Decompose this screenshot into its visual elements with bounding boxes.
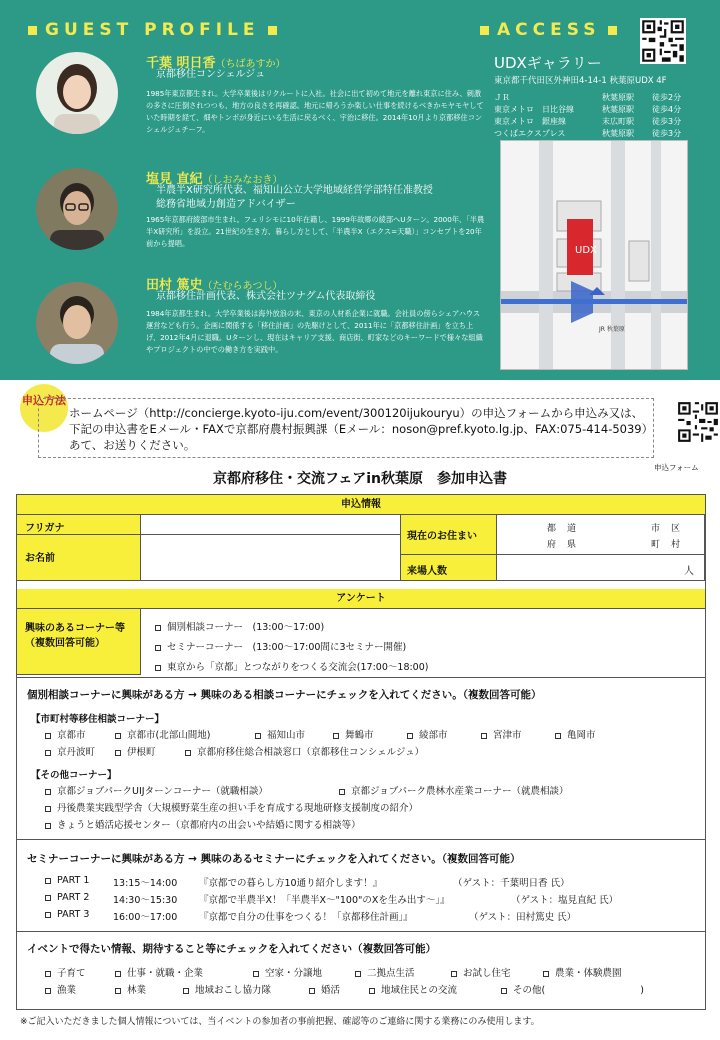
- interest-label: 興味のあるコーナー等（複数回答可能）: [17, 609, 141, 675]
- city-option[interactable]: 福知山市: [255, 727, 305, 741]
- corner-option[interactable]: セミナーコーナー (13:00～17:00間に3セミナー開催): [155, 639, 406, 653]
- guest-photo: [36, 282, 118, 364]
- consult-heading: 個別相談コーナーに興味がある方 → 興味のある相談コーナーにチェックを入れてください。（複数回答可能）: [27, 689, 542, 701]
- divider: [17, 677, 705, 678]
- info-option[interactable]: 二拠点生活: [355, 965, 415, 979]
- apply-qr-code[interactable]: [676, 400, 720, 444]
- furigana-input[interactable]: [141, 515, 401, 535]
- seminar-heading: セミナーコーナーに興味がある方 → 興味のあるセミナーにチェックを入れてください。（複数回答可能）: [27, 853, 521, 865]
- other-option[interactable]: きょうと婚活応援センター（京都府内の出会いや結婚に関する相談等）: [45, 817, 361, 831]
- info-heading: イベントで得たい情報、期待すること等にチェックを入れてください（複数回答可能）: [27, 943, 437, 955]
- city-option[interactable]: 京都府移住総合相談窓口（京都移住コンシェルジュ）: [185, 744, 424, 758]
- guest-role: 半農半X研究所代表、福知山公立大学地域経営学部特任准教授: [156, 185, 433, 196]
- guest-photo: [36, 52, 118, 134]
- city-option[interactable]: 舞鶴市: [333, 727, 374, 741]
- access-map: [500, 140, 688, 370]
- guest-name: 塩見 直紀（しおみなおき）: [146, 172, 283, 187]
- map-udx-label: UDX: [575, 245, 597, 256]
- info-option[interactable]: その他( ): [501, 982, 644, 996]
- transit-row: ＪＲ 秋葉原駅 徒歩2分: [494, 93, 682, 102]
- info-option[interactable]: 空家・分譲地: [253, 965, 322, 979]
- transit-row: 東京メトロ 日比谷線 秋葉原駅 徒歩4分: [494, 105, 682, 114]
- access-heading: ACCESS: [472, 20, 625, 40]
- guest-name: 田村 篤史（たむらあつし）: [146, 278, 283, 293]
- seminar-option[interactable]: PART 1 13:15～14:00 『京都での暮らし方10通り紹介します！』 （ゲスト：千葉明日香 氏）: [45, 875, 89, 886]
- apply-instructions: ホームページ（http://concierge.kyoto-iju.com/event/300120ijukouryu）の申込フォームから申込み又は、下記の申込書をEメール・FAXで京都府農村振興課（Eメール：noson@pref.kyoto.lg.jp、FAX:075-414-5039）あて、お送りください。: [38, 398, 654, 458]
- guest-card: [36, 168, 486, 272]
- application-form: [16, 494, 706, 1010]
- form-title: 京都府移住・交流フェアin秋葉原 参加申込書: [212, 471, 508, 487]
- privacy-notice: ※ご記入いただきました個人情報については、当イベントの参加者の事前把握、確認等のご連絡に関する業務にのみ使用します。: [20, 1017, 540, 1027]
- city-option[interactable]: 伊根町: [115, 744, 156, 758]
- transit-row: つくばエクスプレス 秋葉原駅 徒歩3分: [494, 129, 682, 138]
- info-option[interactable]: 仕事・就職・企業: [115, 965, 203, 979]
- info-option[interactable]: 林業: [115, 982, 146, 996]
- transit-row: 東京メトロ 銀座線 末広町駅 徒歩3分: [494, 117, 682, 126]
- other-option[interactable]: 京都ジョブパーク農林水産業コーナー（就農相談）: [339, 783, 569, 797]
- guest-card: [36, 274, 486, 378]
- city-option[interactable]: 亀岡市: [555, 727, 596, 741]
- city-option[interactable]: 宮津市: [481, 727, 522, 741]
- info-option[interactable]: 子育て: [45, 965, 86, 979]
- seminar-option[interactable]: PART 3 16:00～17:00 『京都で自分の仕事をつくる！「京都移住計画」』 （ゲスト：田村篤史 氏）: [45, 909, 89, 920]
- name-input[interactable]: [141, 535, 401, 581]
- guest-bio: 1984年京都生まれ。大学卒業後は海外放浪の末、東京の人材系企業に就職。会社員の傍らシェアハウス運営なども行う。企画に関係する「移住計画」の先駆けとして、2011年に「京都移住計画」を立ち上げ、2012年4月に退職。Uターンし、現在はキャリア支援、商店街、町家などのキーワードで様々な組織やプロジェクトの中での働き方を実践中。: [146, 309, 483, 354]
- furigana-label: フリガナ: [17, 515, 141, 535]
- seminar-option[interactable]: PART 2 14:30～15:30 『京都で半農半X！「半農半X～"100"のXを生み出す～」』 （ゲスト：塩見直紀 氏）: [45, 892, 675, 903]
- guest-bio: 1965年京都府綾部市生まれ。フェリシモに10年在籍し、1999年故郷の綾部へUターン。2000年、「半農半X研究所」を設立。21世紀の生き方、暮らし方として、「半農半X（エクス=天職）」コンセプトを20年前から提唱。: [146, 215, 485, 248]
- info-option[interactable]: お試し住宅: [451, 965, 511, 979]
- checkbox[interactable]: [155, 645, 161, 651]
- guest-photo: [36, 168, 118, 250]
- checkbox[interactable]: [155, 665, 161, 671]
- info-option[interactable]: 婚活: [309, 982, 340, 996]
- visitors-label: 来場人数: [401, 555, 497, 581]
- corner-option[interactable]: 東京から「京都」とつながりをつくる交流会(17:00～18:00): [155, 659, 428, 673]
- city-option[interactable]: 綾部市: [407, 727, 448, 741]
- address-input[interactable]: 都 道 府 県 市 区 町 村: [497, 515, 705, 555]
- info-option[interactable]: 地域住民との交流: [369, 982, 457, 996]
- guest-role: 総務省地域力創造アドバイザー: [156, 199, 296, 210]
- guest-bio: 1985年東京都生まれ。大学卒業後はリクルートに入社。社会に出て初めて地元を離れ東京に住み、刺激の多さに圧倒されつつも、地方の良さを再確認。地元に帰ろうか楽しい仕事を続けるべきかモヤモヤしていた時期を経て、畑やトンボが身近にいる生活に戻るべく、宇治に移住。2014年10月より京都移住コンシェルジュチーフ。: [146, 89, 484, 134]
- other-option[interactable]: 京都ジョブパークUIJターンコーナー（就職相談）: [45, 783, 268, 797]
- city-option[interactable]: 京都市: [45, 727, 86, 741]
- venue-address: 東京都千代田区外神田4-14-1 秋葉原UDX 4F: [494, 76, 667, 86]
- name-label: お名前: [17, 535, 141, 581]
- guest-role: 京都移住コンシェルジュ: [156, 69, 266, 80]
- other-heading: 【その他コーナー】: [31, 770, 117, 781]
- access-qr-code[interactable]: [640, 18, 686, 64]
- divider: [17, 931, 705, 932]
- section-applicant-info: 申込情報: [17, 495, 705, 515]
- city-option[interactable]: 京都市(北部山間地): [115, 727, 210, 741]
- guest-card: [36, 52, 486, 156]
- visitors-input[interactable]: 人: [497, 555, 705, 581]
- guest-profile-heading: GUEST PROFILE: [20, 20, 285, 40]
- city-heading: 【市町村等移住相談コーナー】: [31, 714, 165, 725]
- address-label: 現在のお住まい: [401, 515, 497, 555]
- other-option[interactable]: 丹後農業実践型学舎（大規模野菜生産の担い手を育成する現地研修支援制度の紹介）: [45, 800, 418, 814]
- info-option[interactable]: 漁業: [45, 982, 76, 996]
- map-jr-label: JR 秋葉原: [599, 326, 625, 333]
- apply-badge: 申込方法: [20, 384, 68, 432]
- apply-qr-label: 申込フォーム: [654, 463, 699, 472]
- city-option[interactable]: 京丹波町: [45, 744, 95, 758]
- divider: [17, 839, 705, 840]
- guest-name: 千葉 明日香（ちばあすか）: [146, 56, 286, 71]
- info-option[interactable]: 地域おこし協力隊: [183, 982, 271, 996]
- info-option[interactable]: 農業・体験農園: [543, 965, 622, 979]
- guest-role: 京都移住計画代表、株式会社ツナグム代表取締役: [156, 291, 376, 302]
- corner-option[interactable]: 個別相談コーナー (13:00～17:00): [155, 619, 324, 633]
- venue-name: UDXギャラリー: [494, 54, 602, 72]
- checkbox[interactable]: [155, 625, 161, 631]
- section-survey: アンケート: [17, 589, 705, 609]
